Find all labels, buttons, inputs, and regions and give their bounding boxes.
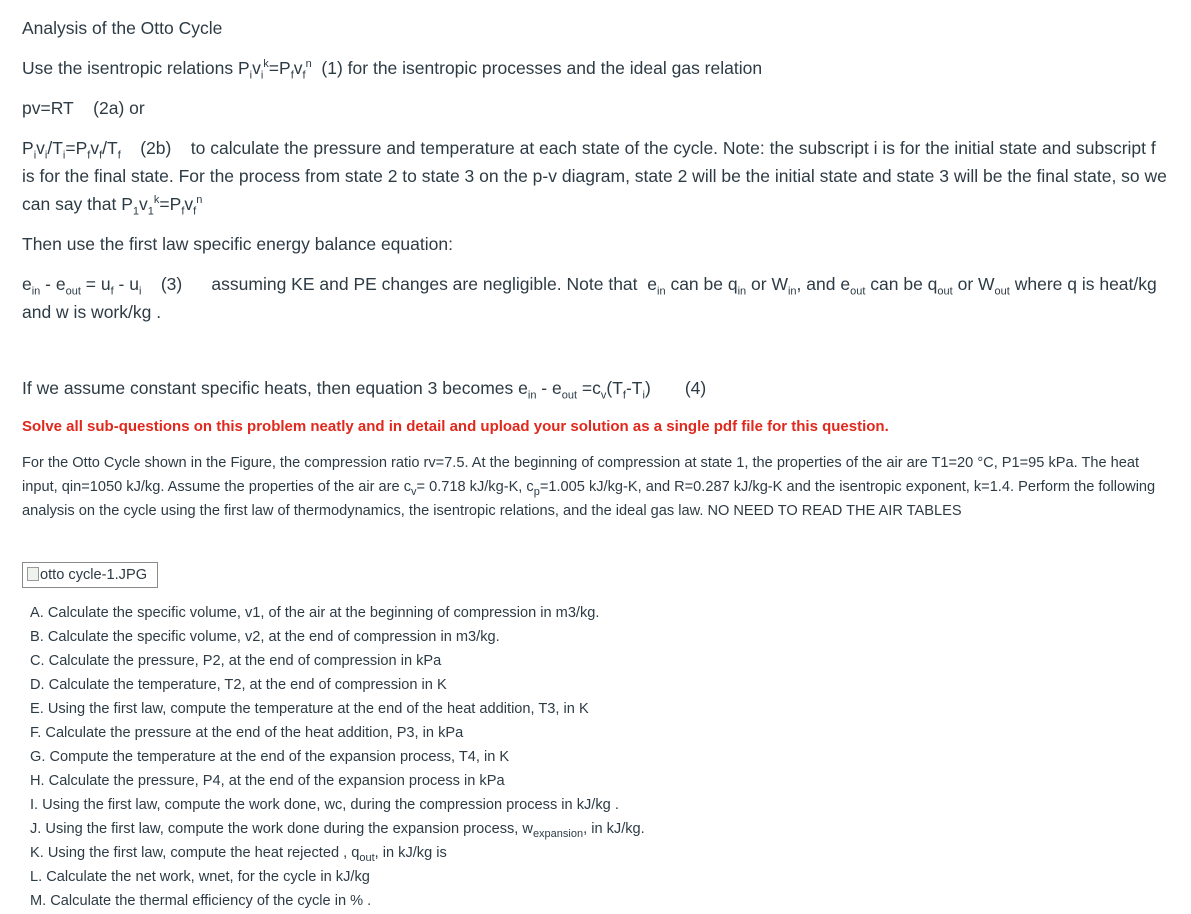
ideal-gas-tag: (2a) or bbox=[93, 98, 145, 118]
energy-balance-paragraph: $e_{in} - e_{out} = u_f - u_i$ (3) assuming KE and PE changes are negligible. Note that $e_{in}$ can be $q_{in}$ or $W_{in}$, and $e_{out}$ can be $q_{out}$ or $W_{out}$ where q is heat/kg and w is work/kg . bbox=[22, 274, 1157, 322]
eq3-text-b: can be bbox=[670, 274, 723, 294]
list-item: M. Calculate the thermal efficiency of the cycle in % . bbox=[30, 893, 372, 909]
list-item: C. Calculate the pressure, P2, at the end of compression in kPa bbox=[30, 653, 442, 669]
combined-text: to calculate the pressure and temperature at each state of the cycle. Note: the subscript i is for the initial state and subscript f is for the final state. For the process from state 2 to state 3 on the p-v diagram, state 2 will be the initial state and state 3 will be the final state, so we can say that bbox=[22, 138, 1167, 214]
list-item: E. Using the first law, compute the temperature at the end of the heat addition, T3, in K bbox=[30, 701, 589, 717]
isentropic-tail: (1) for the isentropic processes and the ideal gas relation bbox=[321, 58, 763, 78]
list-item: A. Calculate the specific volume, v1, of the air at the beginning of compression in m3/kg. bbox=[30, 605, 600, 621]
constant-specific-heats-line: If we assume constant specific heats, then equation 3 becomes $e_{in} - e_{out} =c_v(T_f-T_i)$ (4) bbox=[22, 378, 707, 402]
list-item: F. Calculate the pressure at the end of the heat addition, P3, in kPa bbox=[30, 725, 464, 741]
problem-statement: For the Otto Cycle shown in the Figure, the compression ratio rv=7.5. At the beginning of compression at state 1, the properties of the air are T1=20 °C, P1=95 kPa. The heat input, qin=1050 kJ/kg. Assume the properties of the air are $c_v= 0.718$ kJ/kg-K, $c_p=1.005$ kJ/kg-K, and R=0.287 kJ/kg-K and the isentropic exponent, k=1.4. Perform the following analysis on the cycle using the first law of thermodynamics, the isentropic relations, and the ideal gas law. NO NEED TO READ THE AIR TABLES bbox=[22, 455, 1156, 519]
question-list bbox=[30, 601, 645, 913]
otto-cycle-figure bbox=[22, 562, 158, 588]
broken-image-icon bbox=[27, 567, 39, 581]
question-j-tail: , in kJ/kg. bbox=[583, 821, 645, 837]
ideal-gas-eq: pv=RT bbox=[22, 98, 74, 118]
list-item: L. Calculate the net work, wnet, for the cycle in kJ/kg bbox=[30, 869, 370, 885]
eq3-text-c: or bbox=[751, 274, 767, 294]
problem-text-c: =1.005 kJ/kg-K, and R=0.287 kJ/kg-K and the isentropic exponent, k=1.4. Perform the following analysis on the cycle using the first law of thermodynamics, the isentropic relations, and the ideal gas law. NO NEED TO READ THE AIR TABLES bbox=[22, 479, 1156, 519]
problem-text-a: For the Otto Cycle shown in the Figure, the compression ratio rv=7.5. At the beginning of compression at state 1, the properties of the air are T1=20 °C, P1=95 kPa. The heat input, qin=1050 kJ/kg. Assume the properties of the air are c bbox=[22, 455, 1140, 495]
question-k-tail: , in kJ/kg is bbox=[374, 845, 447, 861]
combined-gas-paragraph: $P_iv_i/T_i=P_fv_f/T_f$ (2b) to calculate the pressure and temperature at each state of the cycle. Note: the subscript i is for the initial state and subscript f is for the final state. For the process from state 2 to state 3 on the p-v diagram, state 2 will be the initial state and state 3 will be the final state, so we can say that $P_1v_1^k=P_fv_f^n$ bbox=[22, 138, 1167, 218]
eq3-text-f: or bbox=[957, 274, 974, 294]
list-item: G. Compute the temperature at the end of the expansion process, T4, in K bbox=[30, 749, 510, 765]
combined-tag: (2b) bbox=[140, 138, 172, 158]
isentropic-relation-line: Use the isentropic relations $P_iv_i^k=P_fv_f^n$ (1) for the isentropic processes and the ideal gas relation bbox=[22, 58, 763, 82]
eq3-text-a: assuming KE and PE changes are negligible. Note that bbox=[211, 274, 638, 294]
const-spec-text: If we assume constant specific heats, then equation 3 becomes bbox=[22, 378, 514, 398]
instruction-text: Solve all sub-questions on this problem neatly and in detail and upload your solution as a single pdf file for this question. bbox=[22, 418, 889, 435]
eq4-tag: (4) bbox=[684, 378, 707, 398]
list-item bbox=[30, 841, 645, 865]
first-law-intro: Then use the first law specific energy balance equation: bbox=[22, 234, 453, 254]
eq3-text-g: where q is heat/kg and w is work/kg . bbox=[22, 274, 1157, 322]
eq3-tag: (3) bbox=[160, 274, 183, 294]
list-item: D. Calculate the temperature, T2, at the end of compression in K bbox=[30, 677, 447, 693]
question-k-text: K. Using the first law, compute the heat rejected , q bbox=[30, 845, 360, 861]
eq3-text-e: can be bbox=[870, 274, 923, 294]
question-k-sub: out bbox=[359, 851, 375, 864]
page-title: Analysis of the Otto Cycle bbox=[22, 18, 223, 38]
list-item: I. Using the first law, compute the work done, wc, during the compression process in kJ/kg . bbox=[30, 797, 619, 813]
list-item: H. Calculate the pressure, P4, at the end of the expansion process in kPa bbox=[30, 773, 505, 789]
ideal-gas-line bbox=[22, 94, 1173, 122]
list-item: B. Calculate the specific volume, v2, at the end of compression in m3/kg. bbox=[30, 629, 500, 645]
problem-text-b: = 0.718 kJ/kg-K, c bbox=[416, 479, 534, 495]
eq3-text-d: , and bbox=[796, 274, 836, 294]
isentropic-intro: Use the isentropic relations P bbox=[22, 58, 250, 78]
question-j-sub: expansion bbox=[532, 827, 584, 840]
list-item bbox=[30, 817, 645, 841]
question-j-text: J. Using the first law, compute the work done during the expansion process, w bbox=[30, 821, 533, 837]
figure-alt-text: otto cycle-1.JPG bbox=[40, 567, 148, 583]
